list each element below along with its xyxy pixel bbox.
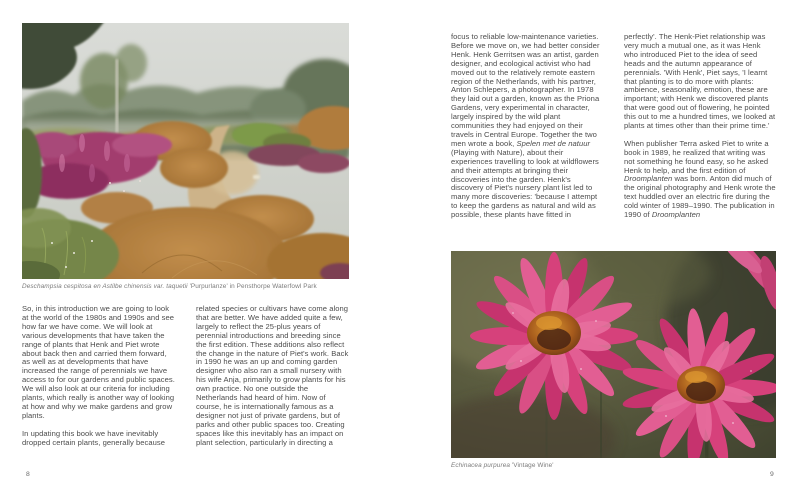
left-page-text-columns (22, 305, 349, 448)
left-page-column-2 (196, 305, 349, 448)
garden-photo-illustration (22, 23, 349, 279)
left-page-column-1 (22, 305, 175, 448)
body-paragraph: focus to reliable low-maintenance varieties. Before we move on, we had better consider Henk. Henk Gerritsen was an artist, garden designer, and ecological activist who had moved out to the relatively remote eastern region of the Netherlands, with his partner, Anton Schlepers, a photographer. In 1978 they laid out a garden, known as the Priona Gardens, very experimental in character, largely inspired by the wild plant communities they had enjoyed on their travels in Central Europe. Together the two men wrote a book, Spelen met de natuur (Playing with Nature), about their experiences travelling to look at wildflowers and their attempts at bringing their discoveries into the garden. Henk's discovery of Piet's nursery plant list led to many more discoveries: 'because I attempt to keep the gardens as natural and wild as possible, these plants have fitted in (451, 32, 600, 220)
body-paragraph: related species or cultivars have come along that are better. We have added quite a few, largely to reflect the 25-plus years of perennial introductions and breeding since the first edition. These additions also reflect the change in the nature of Piet's work. Back in 1990 he was an up and coming garden designer who also ran a small nursery with his wife Anja, primarily to grow plants for his own practice. No one outside the Netherlands had heard of him. Now of course, he is internationally famous as a designer not just of private gardens, but of parks and other public spaces too. Creating spaces like this inevitably has an impact on plant selection, particularly in directing a (196, 304, 349, 447)
coneflower-1 (470, 252, 638, 420)
echinacea-photo (451, 251, 776, 458)
page-number-left: 8 (26, 471, 30, 478)
echinacea-photo-illustration (451, 251, 776, 458)
body-paragraph: perfectly'. The Henk-Piet relationship was very much a mutual one, as it was Henk who introduced Piet to the idea of seed heads and the autumn appearance of perennials. 'With Henk', Piet says, 'I learnt that planting is to do more with plants: ambience, seasonality, emotion, these are important; with Henk we discovered plants that were good out of flowering, he pointed this out to me a hundred times, we looked at plants at times other than their prime time.' (624, 32, 776, 131)
body-paragraph: In updating this book we have inevitably dropped certain plants, generally because (22, 428, 166, 447)
garden-photo-caption: Deschampsia cespitosa en Astilbe chinensis var. taquetii 'Purpurlanze' in Pensthorpe Waterfowl Park (22, 283, 317, 290)
garden-photo (22, 23, 349, 279)
right-page-column-1 (451, 33, 603, 220)
body-paragraph: So, in this introduction we are going to look at the world of the 1980s and 1990s and see how far we have come. We will look at various developments that have taken the range of plants that Henk and Piet wrote about back then and carried them forward, as well as at developments that have increased the range of perennials we have access to for our gardens and public spaces. We will also look at our criteria for including plants, which really is another way of looking at how and why we make gardens and grow plants. (22, 304, 175, 420)
right-page-column-2 (624, 33, 776, 220)
right-page-text-columns (451, 33, 776, 220)
page-number-right: 9 (770, 471, 774, 478)
echinacea-photo-caption: Echinacea purpurea 'Vintage Wine' (451, 462, 554, 469)
body-paragraph: When publisher Terra asked Piet to write a book in 1989, he realized that writing was not something he found easy, so he asked Henk to help, and the first edition of Droomplanten was born. Anton did much of the original photography and Henk wrote the text huddled over an electric fire during the cold winter of 1989–1990. The publication in 1990 of Droomplanten (624, 138, 776, 220)
